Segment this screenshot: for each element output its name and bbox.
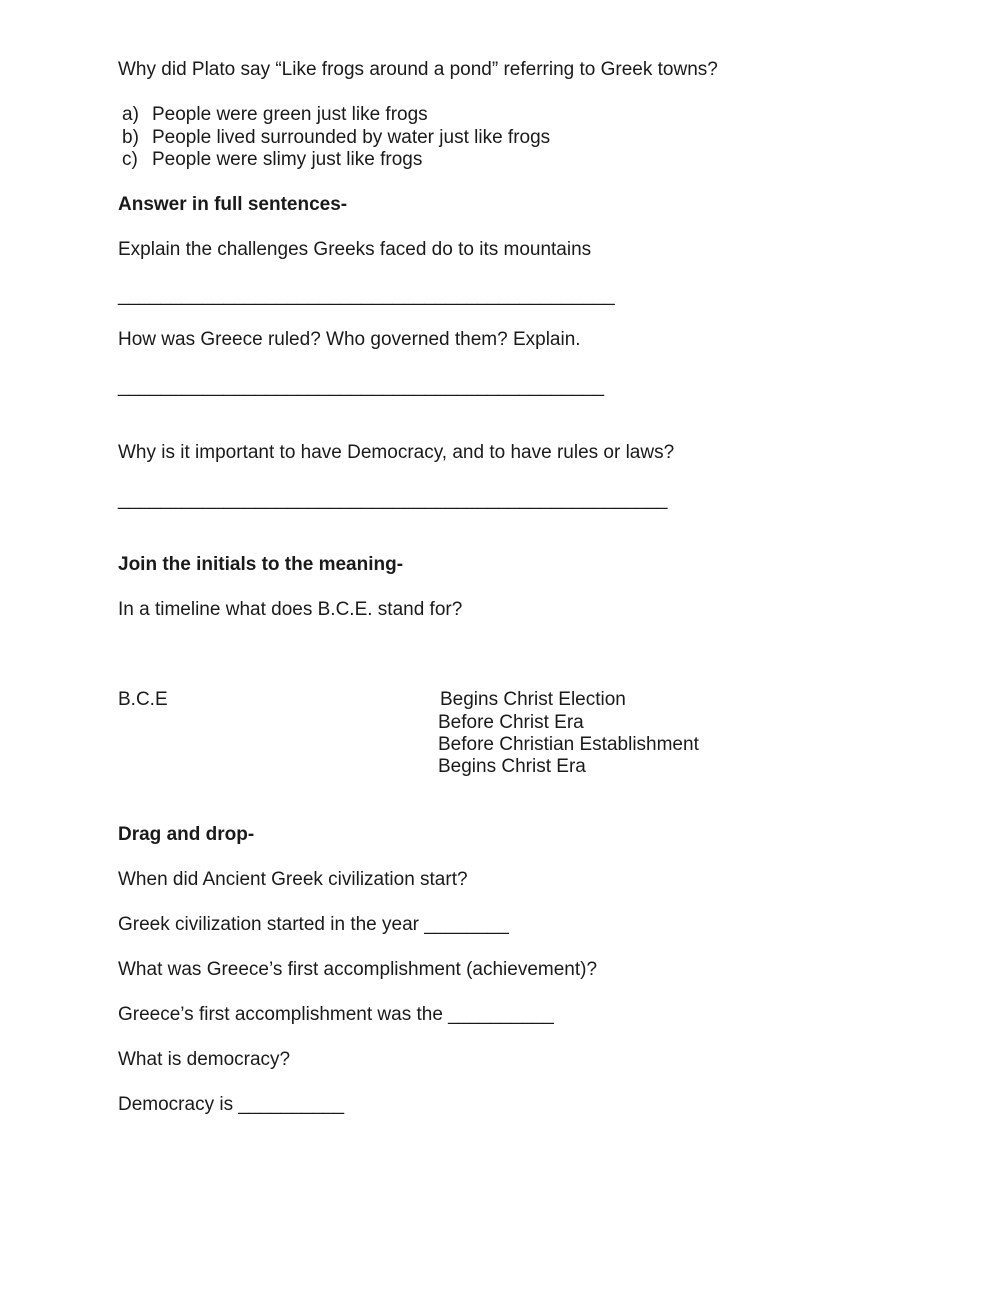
join-heading: Join the initials to the meaning- bbox=[118, 554, 404, 575]
democracy-def-question: What is democracy? bbox=[118, 1049, 291, 1070]
meaning-option-1[interactable]: Begins Christ Election bbox=[440, 689, 626, 710]
bce-initials[interactable]: B.C.E bbox=[118, 689, 168, 710]
q1-option-b[interactable]: People lived surrounded by water just like frogs bbox=[152, 127, 551, 148]
drag-drop-heading: Drag and drop- bbox=[118, 824, 255, 845]
q1-question: Why did Plato say “Like frogs around a pond” referring to Greek towns? bbox=[118, 59, 718, 80]
greek-start-question: When did Ancient Greek civilization start? bbox=[118, 869, 468, 890]
democracy-question: Why is it important to have Democracy, and to have rules or laws? bbox=[118, 442, 675, 463]
q1-option-c[interactable]: People were slimy just like frogs bbox=[152, 149, 423, 170]
bce-question: In a timeline what does B.C.E. stand for? bbox=[118, 599, 463, 620]
meaning-option-2[interactable]: Before Christ Era bbox=[438, 712, 584, 733]
ruled-answer-field[interactable]: ______________________________________________ bbox=[118, 376, 605, 397]
full-sentences-heading: Answer in full sentences- bbox=[118, 194, 348, 215]
meaning-option-4[interactable]: Begins Christ Era bbox=[438, 756, 586, 777]
accomplishment-blank[interactable]: Greece’s first accomplishment was the __________ bbox=[118, 1004, 554, 1025]
q1-option-c-letter: c) bbox=[122, 149, 138, 170]
q1-option-a[interactable]: People were green just like frogs bbox=[152, 104, 428, 125]
democracy-answer-field[interactable]: ____________________________________________________ bbox=[118, 489, 668, 510]
meaning-option-3[interactable]: Before Christian Establishment bbox=[438, 734, 699, 755]
mountains-question: Explain the challenges Greeks faced do to its mountains bbox=[118, 239, 592, 260]
democracy-def-blank[interactable]: Democracy is __________ bbox=[118, 1094, 345, 1115]
ruled-question: How was Greece ruled? Who governed them? Explain. bbox=[118, 329, 581, 350]
mountains-answer-field[interactable]: _______________________________________________ bbox=[118, 285, 615, 306]
accomplishment-question: What was Greece’s first accomplishment (achievement)? bbox=[118, 959, 598, 980]
q1-option-b-letter: b) bbox=[122, 127, 139, 148]
q1-option-a-letter: a) bbox=[122, 104, 139, 125]
greek-start-blank[interactable]: Greek civilization started in the year ________ bbox=[118, 914, 509, 935]
